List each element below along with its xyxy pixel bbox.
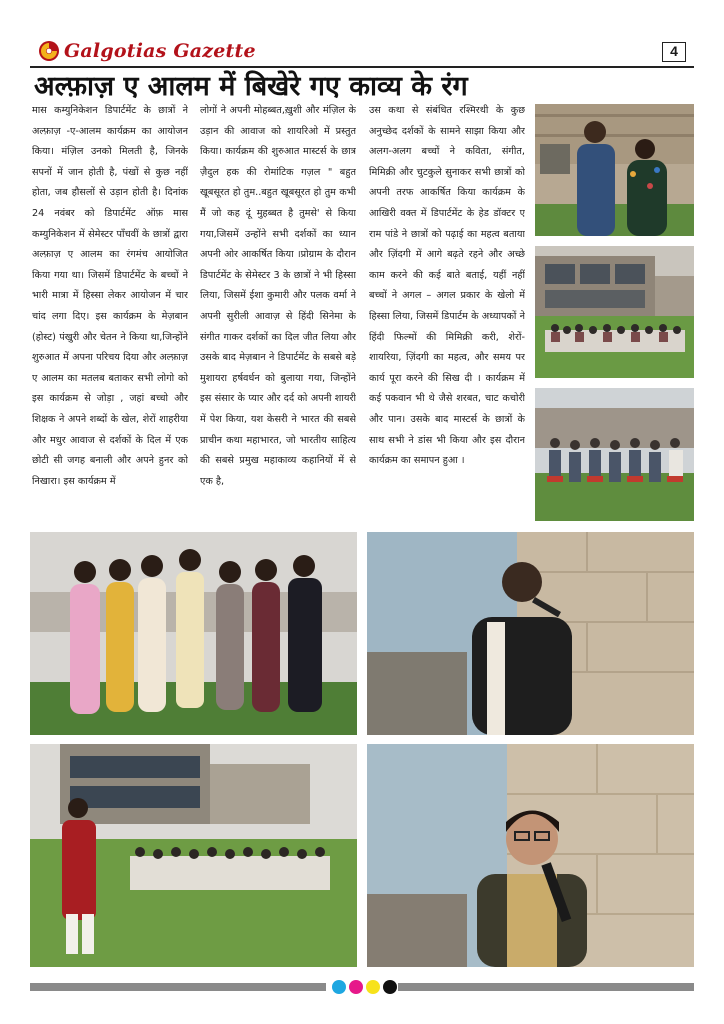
photo-audience-lawn	[535, 246, 694, 378]
article-column-1: मास कम्युनिकेशन डिपार्टमेंट के छात्रों ने अल्फ़ाज़ -ए-आलम कार्यक्रम का आयोजन किया। मंज़िल उनको मिलती है, जिनके सपनों में जान होती है, पंखों से कुछ नहीं होता, जब हौसलों से उड़ान होती है। दिनांक 24 नवंबर को डिपार्टमेंट ऑफ़ मास कम्युनिकेशन में सेमेस्टर पाँचवीं के छात्रों द्वारा अल्फ़ाज़ ए आलम का रंगमंच आयोजित किया गया था। जिसमें डिपार्टमेंट के बच्चों ने भारी मात्रा में हिस्सा लेकर आयोजन में चार चांद लगा दिए। इस कार्यक्रम के मेज़बान (होस्ट) पंखुरी और चेतन ने किया था,जिन्होंने शुरुआत में अपना परिचय दिया और अल्फ़ाज़ ए आलम का मतलब बताकर सभी लोगो को इस कार्यक्रम से जोड़ा , जहां बच्चो और शिक्षक ने अपने शब्दों के खेल, शेरों शाहरीया और मधुर आवाज से दर्शकों के दिल में एक छोटी सी जगह बनाली और अपने हुनर को निखारा। इस कार्यक्रम में	[32, 105, 188, 487]
magenta-dot-icon	[349, 980, 363, 994]
photo-host-audience	[30, 744, 357, 967]
cyan-dot-icon	[332, 980, 346, 994]
masthead-rule	[30, 66, 694, 68]
article-column-3: उस कथा से संबंधित रश्मिरथी के कुछ अनुच्छेद दर्शकों के सामने साझा किया और अलग-अलग बच्चों ने कविता, संगीत, मिमिक्री और चुटकुले सुनाकर सभी छात्रों को अपनी तरफ आकर्षित किया कार्यक्रम के आखिरी वक्त में डिपार्टमेंट के हेड डॉक्टर ए राम पांडे ने छात्रों को पढ़ाई का महत्व बताया और ज़िंदगी में आगे बढ़ते रहने और अच्छे काम करने की कई बाते बताई, यहीं नहीं बच्चों ने अगल – अगल प्रकार के खेलो में हिस्सा लिया, जिसमें डिपार्टम के अध्यापकों ने हिंदी फिल्मों की मिमिक्री करी, शेरों- शायरिया, ज़िंदगी का महत्व, और समय पर कार्य पूरा करने की सिख दी । कार्यक्रम में कई पकवान भी थे जैसे शरबत, चाट कचोरी और पान। उसके बाद मास्टर्स के छात्रों के साथ सभी ने डांस भी किया और इस दौरान कार्यक्रम का समापन हुआ ।	[369, 105, 525, 467]
logo-text: Galgotias Gazette	[64, 40, 256, 62]
photo-host-duo	[535, 104, 694, 236]
headline: अल्फ़ाज़ ए आलम में बिखेरे गए काव्य के रंग	[34, 71, 468, 102]
photo-faculty-chairs	[535, 388, 694, 521]
footer-bar-right	[398, 983, 694, 991]
photo-poet-mic	[367, 532, 694, 735]
gazette-logo-icon	[38, 40, 60, 62]
black-dot-icon	[383, 980, 397, 994]
footer-bar-left	[30, 983, 326, 991]
photo-group-pose	[30, 532, 357, 735]
photo-speaker-glasses	[367, 744, 694, 967]
page-number: 4	[662, 42, 686, 62]
article-column-2: लोगों ने अपनी मोहब्बत,ख़ुशी और मंज़िल के उड़ान की आवाज को शायरिओ में प्रस्तुत किया। कार्यक्रम की शुरुआत मास्टर्स के छात्र ज़ैदुल हक की रोमांटिक गज़ल " बहुत खूबसूरत हो तुम..बहुत खूबसूरत हो तुम कभी मैं जो कह दूं मुहब्बत है तुमसे' से किया गया,जिसमें उन्होंने सभी दर्शकों का ध्यान अपनी ओर आकर्षित किया ।प्रोग्राम के दौरान डिपार्टमेंट के सेमेस्टर 3 के छात्रों ने भी हिस्सा लिया, जिसमें ईशा कुमारी और पलक वर्मा ने अपनी सुरीली आवाज़ से हिंदी सिनेमा के संगीत गाकर दर्शकों का दिल जीत लिया और उसके बाद मेज़बान ने डिपार्टमेंट के सबसे बड़े मुशायरा हर्षवर्धन को बुलाया गया, जिन्होंने इस संसार के प्यार और दर्द को अपनी शायरी में पेश किया, यश केसरी ने भारत की सबसे प्राचीन कथा महाभारत, जो भारतीय साहित्य की सबसे प्रमुख महाकाव्य कहानियों में से एक है,	[200, 105, 356, 487]
yellow-dot-icon	[366, 980, 380, 994]
masthead	[30, 36, 694, 66]
footer	[30, 979, 694, 995]
logo	[38, 38, 256, 64]
